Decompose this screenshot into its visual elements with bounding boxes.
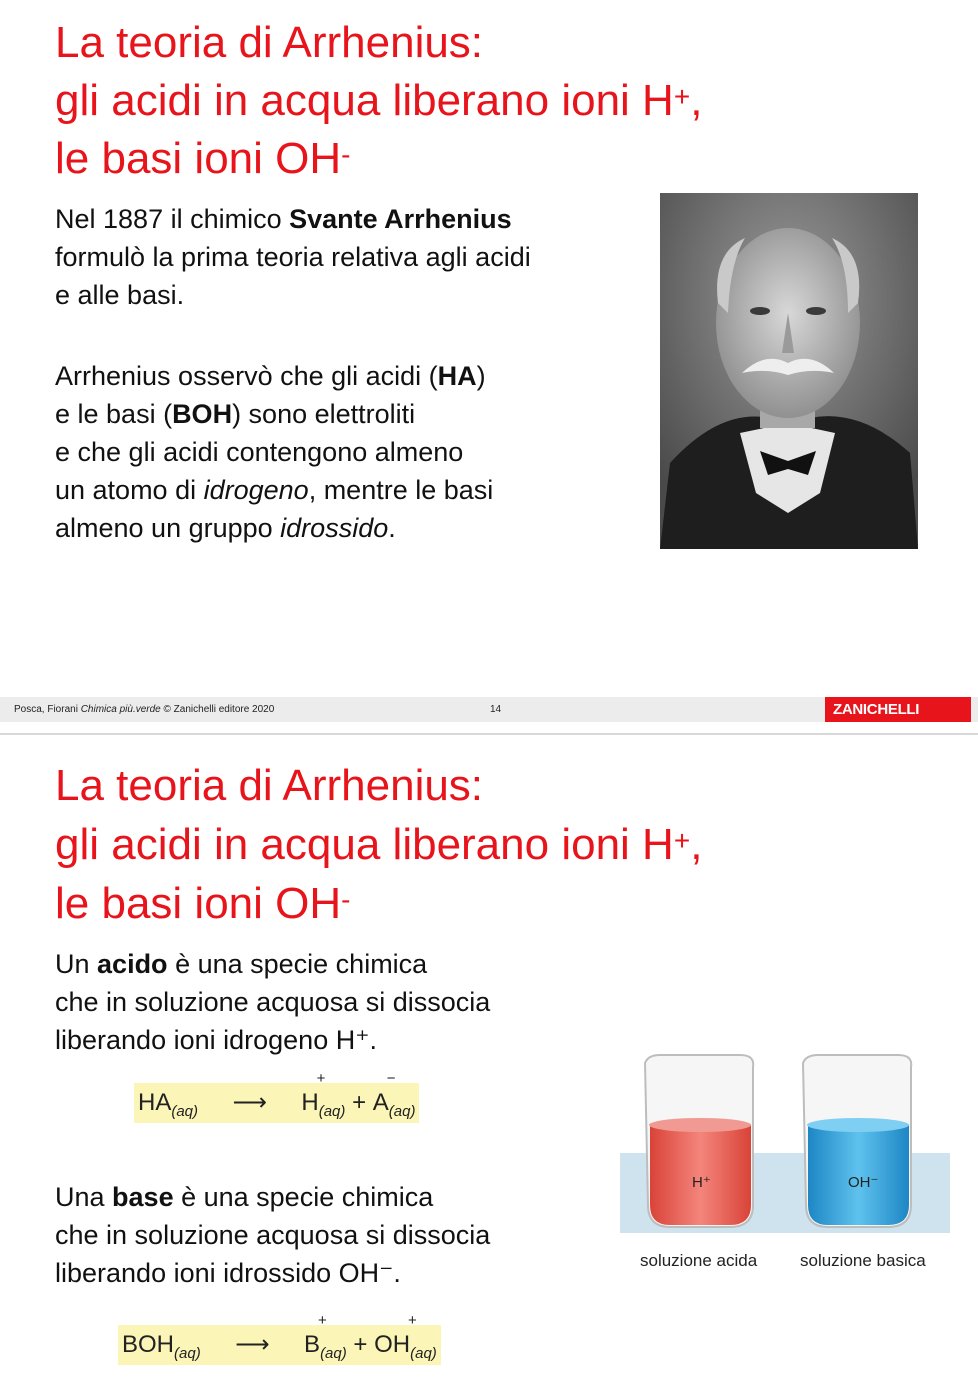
citation: Posca, Fiorani Chimica più.verde © Zanichelli editore 2020 — [14, 704, 275, 715]
acid-definition: Un acido è una specie chimica che in soluzione acquosa si dissocia liberando ioni idrogeno H⁺. — [55, 949, 491, 1055]
slide2-title-line3: le basi ioni OH- — [55, 879, 351, 928]
slide2-title-line1: La teoria di Arrhenius: — [55, 761, 484, 810]
slide-footer — [0, 697, 978, 722]
slide1-title-line2: gli acidi in acqua liberano ioni H+, — [55, 76, 703, 125]
acid-caption: soluzione acida — [640, 1251, 758, 1270]
page-number: 14 — [490, 704, 502, 715]
observation-paragraph: Arrhenius osservò che gli acidi (HA) e le basi (BOH) sono elettroliti e che gli acidi contengono almeno un atomo di idrogeno, mentre le basi almeno un gruppo idrossido. — [55, 361, 494, 543]
slide1-title-line1: La teoria di Arrhenius: — [55, 18, 484, 67]
zanichelli-logo: ZANICHELLI — [825, 697, 971, 722]
acid-ion-label: H⁺ — [692, 1174, 711, 1191]
base-caption: soluzione basica — [800, 1251, 926, 1270]
slide2-title-line2: gli acidi in acqua liberano ioni H+, — [55, 820, 703, 869]
beakers-graphic — [620, 1045, 950, 1245]
intro-paragraph: Nel 1887 il chimico Svante Arrhenius formulò la prima teoria relativa agli acidi e alle basi. — [55, 204, 531, 310]
base-ion-label: OH⁻ — [848, 1174, 879, 1191]
acid-dissociation-equation: $HA_{(aq)}$ ⟶ $H_{(aq)}$ + + $A_{(aq)}$ − — [134, 1083, 419, 1123]
arrhenius-portrait — [660, 193, 918, 549]
base-dissociation-equation: $BOH_{(aq)}$ ⟶ $B_{(aq)}$ + + $OH_{(aq)}$ + — [118, 1325, 441, 1365]
base-definition: Una base è una specie chimica che in soluzione acquosa si dissocia liberando ioni idrossido OH⁻. — [55, 1182, 491, 1288]
slide1-title-line3: le basi ioni OH- — [55, 134, 351, 183]
beakers-illustration — [620, 1045, 950, 1285]
